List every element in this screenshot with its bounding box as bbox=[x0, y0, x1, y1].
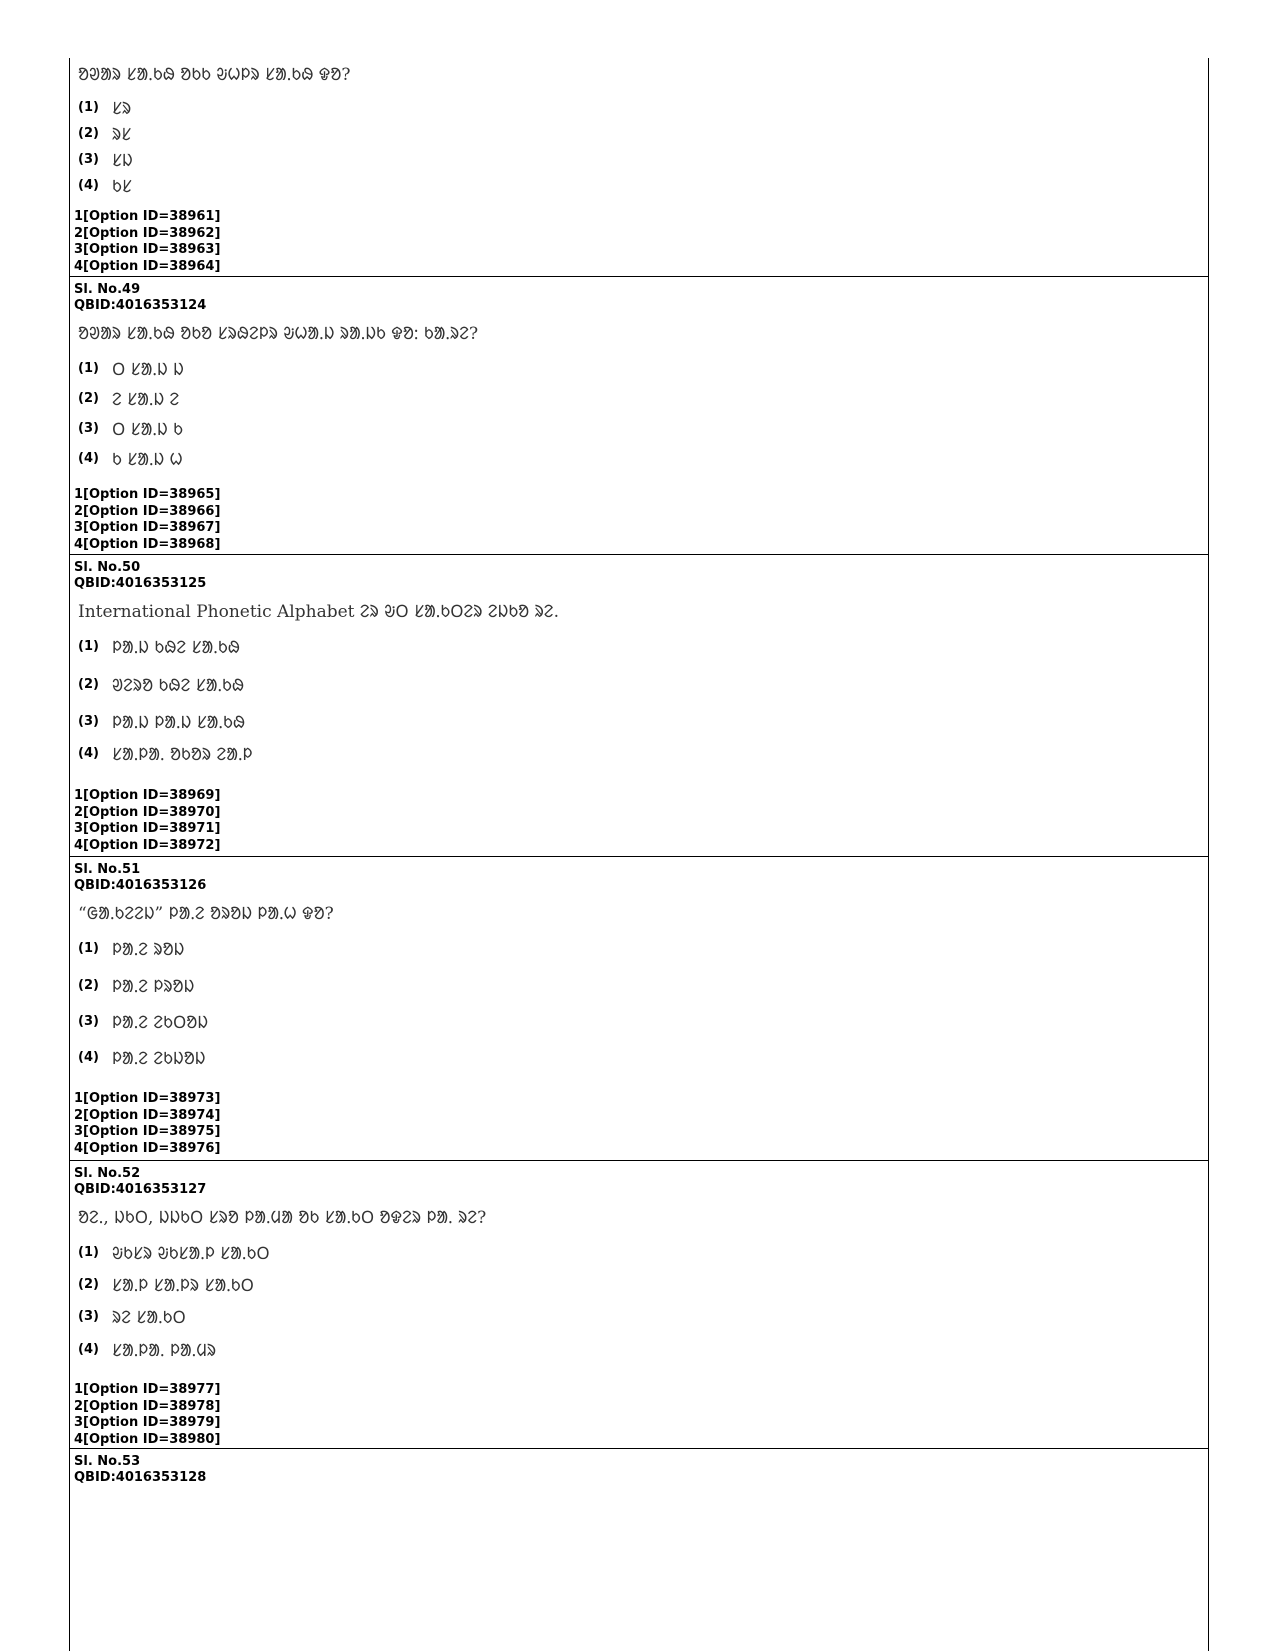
option-id: 1[Option ID=38969] bbox=[74, 788, 221, 803]
option-4 bbox=[78, 742, 252, 765]
option-number: (2) bbox=[78, 978, 99, 993]
option-number: (3) bbox=[78, 421, 99, 436]
option-2 bbox=[78, 387, 179, 410]
serial-number: Sl. No.50 bbox=[74, 560, 141, 575]
qbid: QBID:4016353124 bbox=[74, 298, 207, 313]
serial-number: Sl. No.51 bbox=[74, 862, 141, 877]
option-number: (1) bbox=[78, 639, 99, 654]
option-text: ᱣᱮᱨᱚ ᱠᱷᱮ ᱥᱟᱹᱠᱷ bbox=[112, 676, 245, 696]
option-id: 4[Option ID=38972] bbox=[74, 837, 221, 853]
option-text: ᱛ ᱥᱟᱹᱡ ᱠ bbox=[112, 420, 183, 440]
option-id-list bbox=[74, 788, 220, 854]
option-text: ᱞᱟᱹᱮ ᱨᱚᱡ bbox=[112, 940, 185, 960]
qbid: QBID:4016353127 bbox=[74, 1182, 207, 1197]
option-number: (2) bbox=[78, 677, 99, 692]
option-3 bbox=[78, 1305, 186, 1328]
serial-number: Sl. No.49 bbox=[74, 282, 141, 297]
option-1 bbox=[78, 1241, 270, 1264]
option-4 bbox=[78, 174, 132, 197]
option-text: ᱨᱮ ᱥᱟᱹᱠᱛ bbox=[112, 1308, 186, 1328]
option-id: 4[Option ID=38980] bbox=[74, 1431, 221, 1447]
option-2 bbox=[78, 673, 244, 696]
option-text: ᱨᱥ bbox=[112, 125, 132, 145]
option-3 bbox=[78, 1010, 208, 1033]
qbid: QBID:4016353126 bbox=[74, 878, 207, 893]
question-text: International Phonetic Alphabet ᱮᱨ ᱶᱛ ᱥᱟᱹᱠᱛᱮᱨ ᱮᱡᱠᱚ ᱨᱮ. bbox=[78, 602, 559, 622]
option-number: (4) bbox=[78, 178, 99, 193]
option-id: 1[Option ID=38977] bbox=[74, 1382, 221, 1397]
option-text: ᱥᱨ bbox=[112, 99, 132, 119]
option-4 bbox=[78, 447, 183, 470]
option-text: ᱛ ᱥᱟᱹᱡ ᱡ bbox=[112, 360, 184, 380]
option-2 bbox=[78, 1273, 254, 1296]
option-text: ᱠᱥ bbox=[112, 177, 132, 197]
option-1 bbox=[78, 937, 184, 960]
option-1 bbox=[78, 357, 184, 380]
option-number: (4) bbox=[78, 451, 99, 466]
option-number: (1) bbox=[78, 100, 99, 115]
question-block-51 bbox=[70, 856, 1208, 1160]
question-text: ᱚᱣᱟᱨ ᱥᱟᱹᱠᱷ ᱚᱠᱚ ᱥᱨᱷᱮᱞᱨ ᱶᱦᱟᱹᱡ ᱨᱟᱹᱡᱠ ᱫᱚᱺ ᱠᱟᱹᱨᱮ? bbox=[78, 324, 479, 344]
option-number: (1) bbox=[78, 1245, 99, 1260]
option-number: (4) bbox=[78, 746, 99, 761]
question-block-50 bbox=[70, 554, 1208, 856]
option-text: ᱥᱟᱹᱞᱟᱹ ᱚᱠᱚᱨ ᱮᱟᱹᱞ bbox=[112, 745, 253, 765]
option-text: ᱠ ᱥᱟᱹᱡ ᱦ bbox=[112, 450, 183, 470]
option-id: 2[Option ID=38966] bbox=[74, 503, 221, 519]
question-block-53 bbox=[70, 1448, 1208, 1651]
qbid: QBID:4016353128 bbox=[74, 1470, 207, 1485]
option-2 bbox=[78, 122, 131, 145]
option-text: ᱥᱟᱹᱞ ᱥᱟᱹᱞᱨ ᱥᱟᱹᱠᱛ bbox=[112, 1276, 254, 1296]
question-block-49 bbox=[70, 276, 1208, 554]
option-id: 4[Option ID=38964] bbox=[74, 258, 221, 274]
option-3 bbox=[78, 710, 245, 733]
option-number: (4) bbox=[78, 1342, 99, 1357]
option-id: 2[Option ID=38970] bbox=[74, 804, 221, 820]
option-text: ᱞᱟᱹᱡ ᱠᱷᱮ ᱥᱟᱹᱠᱷ bbox=[112, 638, 240, 658]
option-number: (3) bbox=[78, 1014, 99, 1029]
question-text: ᱚᱮᱹ, ᱡᱠᱛ, ᱡᱡᱠᱛ ᱥᱨᱚ ᱞᱟᱹᱢᱟ ᱚᱠ ᱥᱟᱹᱠᱛ ᱚᱫᱮᱨ ᱞᱟᱹ ᱨᱮ? bbox=[78, 1208, 487, 1228]
option-number: (3) bbox=[78, 152, 99, 167]
option-id: 4[Option ID=38968] bbox=[74, 536, 221, 552]
option-3 bbox=[78, 417, 183, 440]
option-id: 3[Option ID=38963] bbox=[74, 242, 221, 257]
question-text: “ᱜᱟᱹᱠᱮᱮᱡ” ᱞᱟᱹᱮ ᱚᱨᱚᱡ ᱞᱟᱹᱦ ᱫᱚ? bbox=[78, 904, 334, 924]
option-number: (2) bbox=[78, 391, 99, 406]
serial-number: Sl. No.53 bbox=[74, 1454, 141, 1469]
option-id: 1[Option ID=38965] bbox=[74, 487, 221, 502]
question-block-48 bbox=[70, 58, 1208, 276]
option-id: 1[Option ID=38973] bbox=[74, 1091, 221, 1106]
serial-number: Sl. No.52 bbox=[74, 1166, 141, 1181]
option-text: ᱞᱟᱹᱮ ᱮᱠᱛᱚᱡ bbox=[112, 1013, 209, 1033]
option-id: 3[Option ID=38967] bbox=[74, 520, 221, 535]
option-text: ᱞᱟᱹᱡ ᱞᱟᱹᱡ ᱥᱟᱹᱠᱷ bbox=[112, 713, 246, 733]
question-text: ᱚᱣᱟᱨ ᱥᱟᱹᱠᱷ ᱚᱠᱠ ᱶᱦᱞᱨ ᱥᱟᱹᱠᱷ ᱫᱚ? bbox=[78, 65, 351, 85]
option-3 bbox=[78, 148, 133, 171]
option-id: 4[Option ID=38976] bbox=[74, 1140, 221, 1156]
option-id: 3[Option ID=38979] bbox=[74, 1415, 221, 1430]
option-number: (1) bbox=[78, 361, 99, 376]
option-number: (3) bbox=[78, 714, 99, 729]
option-id: 1[Option ID=38961] bbox=[74, 209, 221, 224]
option-2 bbox=[78, 974, 194, 997]
option-id-list bbox=[74, 1382, 220, 1448]
option-id-list bbox=[74, 209, 220, 275]
option-text: ᱶᱠᱥᱨ ᱶᱠᱥᱟᱹᱞ ᱥᱟᱹᱠᱛ bbox=[112, 1244, 270, 1264]
option-text: ᱞᱟᱹᱮ ᱮᱠᱡᱚᱡ bbox=[112, 1049, 206, 1069]
option-4 bbox=[78, 1338, 216, 1361]
option-number: (2) bbox=[78, 1277, 99, 1292]
option-id: 2[Option ID=38978] bbox=[74, 1398, 221, 1414]
qbid: QBID:4016353125 bbox=[74, 576, 207, 591]
question-paper bbox=[69, 58, 1209, 1651]
option-id: 2[Option ID=38974] bbox=[74, 1107, 221, 1123]
option-number: (1) bbox=[78, 941, 99, 956]
option-text: ᱞᱟᱹᱮ ᱞᱨᱚᱡ bbox=[112, 977, 195, 997]
option-number: (4) bbox=[78, 1050, 99, 1065]
option-id-list bbox=[74, 487, 220, 553]
option-id: 3[Option ID=38975] bbox=[74, 1124, 221, 1139]
option-text: ᱥᱡ bbox=[112, 151, 133, 171]
option-id: 3[Option ID=38971] bbox=[74, 821, 221, 836]
option-text: ᱥᱟᱹᱞᱟᱹ ᱞᱟᱹᱢᱨ bbox=[112, 1341, 217, 1361]
question-block-52 bbox=[70, 1160, 1208, 1448]
option-text: ᱮ ᱥᱟᱹᱡ ᱮ bbox=[112, 390, 180, 410]
option-number: (2) bbox=[78, 126, 99, 141]
option-id-list bbox=[74, 1091, 220, 1157]
option-1 bbox=[78, 635, 240, 658]
option-1 bbox=[78, 96, 131, 119]
option-number: (3) bbox=[78, 1309, 99, 1324]
option-id: 2[Option ID=38962] bbox=[74, 225, 221, 241]
option-4 bbox=[78, 1046, 205, 1069]
